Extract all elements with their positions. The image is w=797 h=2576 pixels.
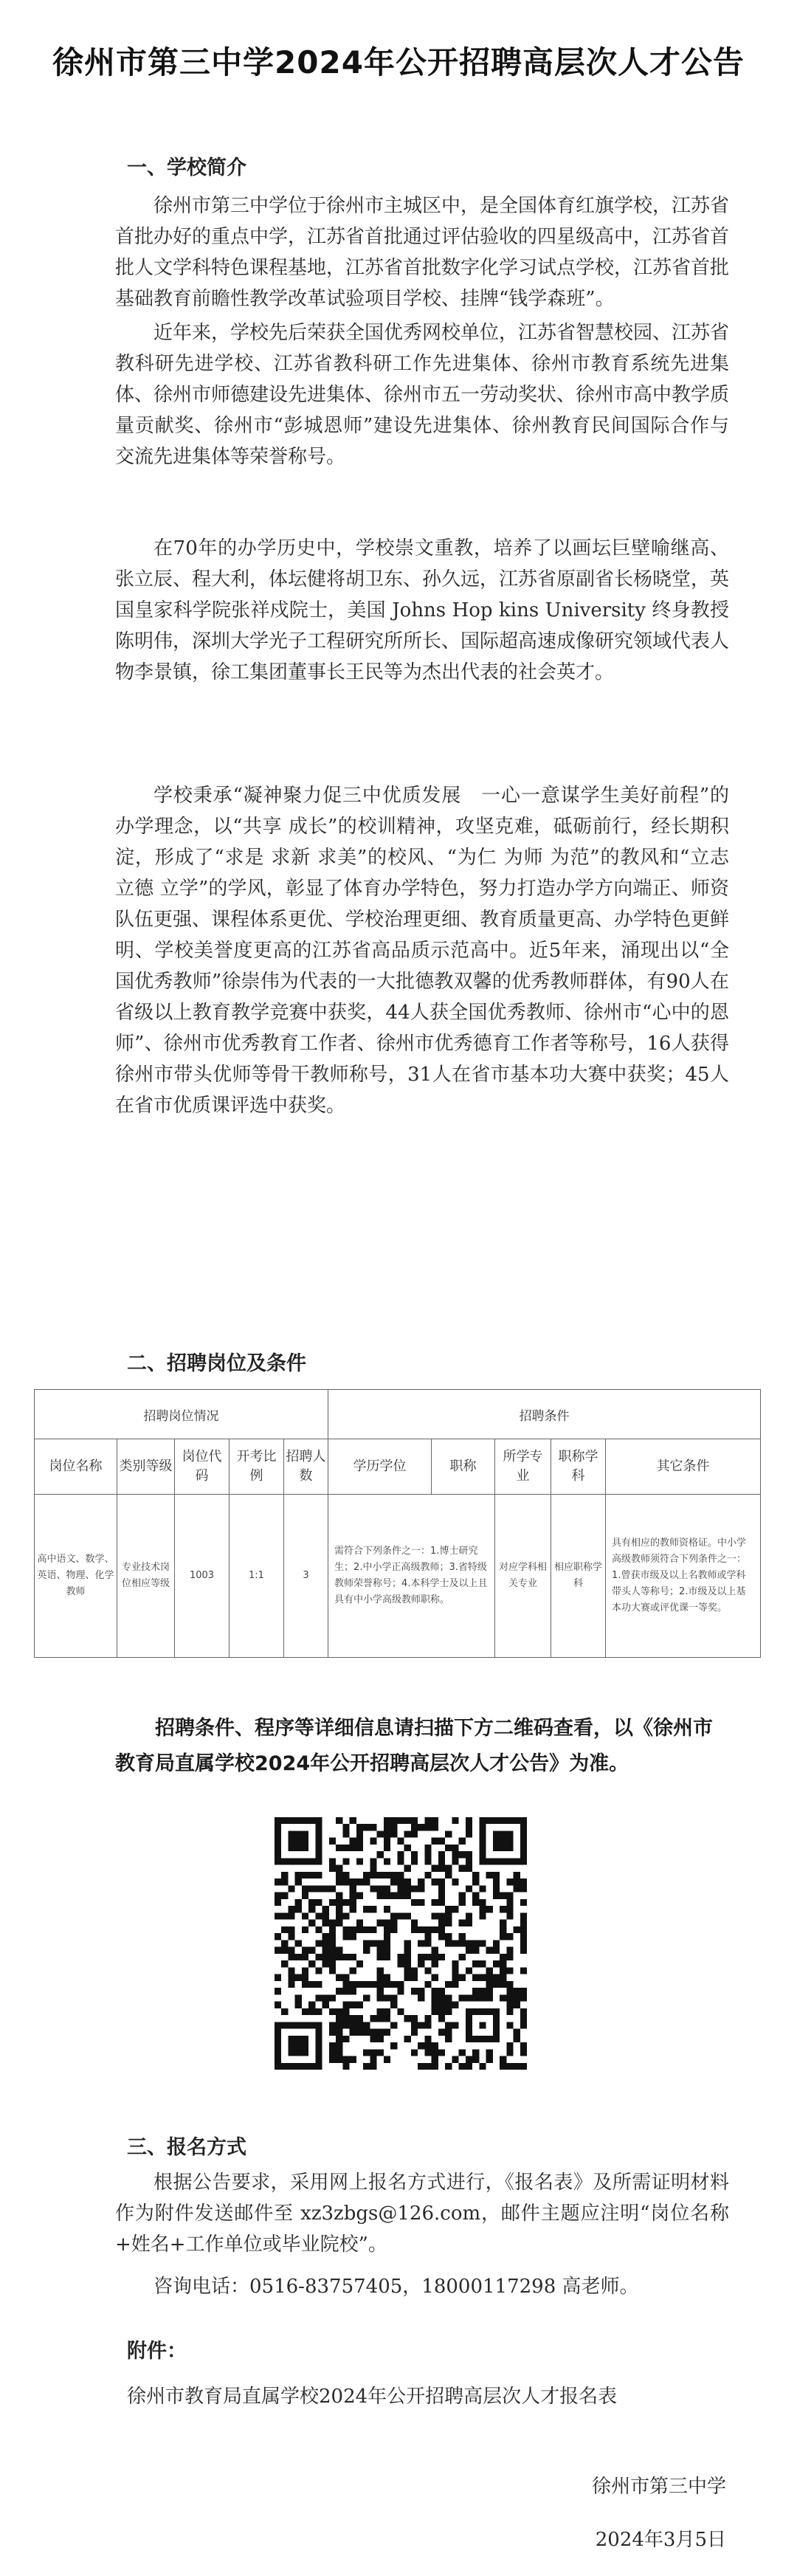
school-intro-paragraph-1: 徐州市第三中学位于徐州市主城区中，是全国体育红旗学校，江苏省首批办好的重点中学，江苏省首批通过评估验收的四星级高中，江苏省首批人文学科特色课程基地，江苏省首批数字化学习试点学校，江苏省首批基础教育前瞻性教学改革试验项目学校、挂牌“钱学森班”。 xyxy=(115,195,730,310)
section2-heading: 二、招聘岗位及条件 xyxy=(127,1352,306,1375)
column-header-title-subject: 职称学科 xyxy=(551,1439,606,1495)
table-group-conditions: 招聘条件 xyxy=(328,1390,761,1439)
column-header-category: 类别等级 xyxy=(117,1439,175,1495)
attachment-item[interactable]: 徐州市教育局直属学校2024年公开招聘高层次人才报名表 xyxy=(127,2386,618,2408)
column-header-count: 招聘人数 xyxy=(284,1439,328,1495)
column-header-post-name: 岗位名称 xyxy=(35,1439,117,1495)
cell-major: 对应学科相关专业 xyxy=(495,1495,551,1658)
signature-org: 徐州市第三中学 xyxy=(591,2476,726,2498)
cell-code: 1003 xyxy=(175,1495,230,1658)
attachment-label: 附件： xyxy=(127,2340,187,2363)
cell-post-name: 高中语文、数学、英语、物理、化学教师 xyxy=(35,1495,117,1658)
column-header-major: 所学专业 xyxy=(495,1439,551,1495)
school-intro-paragraph-4: 学校秉承“凝神聚力促三中优质发展 一心一意谋学生美好前程”的办学理念，以“共享 成长”的校训精神，攻坚克难，砥砺前行，经长期积淀，形成了“求是 求新 求美”的校风、“为仁 为师 为范”的教风和“立志 立德 立学”的学风，彰显了体育办学特色，努力打造办学方向端正、师资队伍更强、课程体系更优、学校治理更细、教育质量更高、办学特色更鲜明、学校美誉度更高的江苏省高品质示范高中。近5年来，涌现出以“全国优秀教师”徐崇伟为代表的一大批德教双馨的优秀教师群体，有90人在省级以上教育教学竞赛中获奖，44人获全国优秀教师、徐州市“心中的恩师”、徐州市优秀教育工作者、徐州市优秀德育工作者等称号，16人获得徐州市带头优师等骨干教师称号，31人在省市基本功大赛中获奖；45人在省市优质课评选中获奖。 xyxy=(115,785,730,1117)
section3-heading: 三、报名方式 xyxy=(127,2136,246,2159)
contact-phone: 咨询电话：0516-83757405，18000117298 高老师。 xyxy=(153,2276,639,2298)
cell-count: 3 xyxy=(284,1495,328,1658)
column-header-code: 岗位代码 xyxy=(175,1439,230,1495)
signature-date: 2024年3月5日 xyxy=(595,2529,726,2551)
table-row xyxy=(35,1495,761,1658)
column-header-title: 职称 xyxy=(432,1439,495,1495)
registration-paragraph: 根据公告要求，采用网上报名方式进行，《报名表》及所需证明材料作为附件发送邮件至 xz3zbgs@126.com，邮件主题应注明“岗位名称+姓名+工作单位或毕业院校”。 xyxy=(115,2172,729,2256)
school-intro-paragraph-2: 近年来，学校先后荣获全国优秀网校单位，江苏省智慧校园、江苏省教科研先进学校、江苏省教科研工作先进集体、徐州市教育系统先进集体、徐州市师德建设先进集体、徐州市五一劳动奖状、徐州市高中教学质量贡献奖、徐州市“彭城恩师”建设先进集体、徐州教育民间国际合作与交流先进集体等荣誉称号。 xyxy=(115,322,730,468)
cell-degree-title: 需符合下列条件之一：1.博士研究生；2.中小学正高级教师；3.省特级教师荣誉称号；4.本科学士及以上且具有中小学高级教师职称。 xyxy=(328,1495,495,1658)
qr-code-icon[interactable] xyxy=(275,1817,527,2070)
column-header-degree: 学历学位 xyxy=(328,1439,432,1495)
qr-notice: 招聘条件、程序等详细信息请扫描下方二维码查看，以《徐州市教育局直属学校2024年公开招聘高层次人才公告》为准。 xyxy=(115,1717,713,1775)
cell-other: 具有相应的教师资格证。中小学高级教师须符合下列条件之一：1.曾获市级及以上名教师或学科带头人等称号；2.市级及以上基本功大赛或评优课一等奖。 xyxy=(606,1495,761,1658)
page-title: 徐州市第三中学2024年公开招聘高层次人才公告 xyxy=(52,44,745,80)
column-header-other: 其它条件 xyxy=(606,1439,761,1495)
cell-category: 专业技术岗位相应等级 xyxy=(117,1495,175,1658)
table-group-post-info: 招聘岗位情况 xyxy=(35,1390,328,1439)
recruitment-table xyxy=(34,1389,761,1658)
column-header-ratio: 开考比例 xyxy=(230,1439,284,1495)
cell-title-subject: 相应职称学科 xyxy=(551,1495,606,1658)
section1-heading: 一、学校简介 xyxy=(127,156,246,179)
school-intro-paragraph-3: 在70年的办学历史中，学校崇文重教，培养了以画坛巨壁喻继高、张立辰、程大利，体坛健将胡卫东、孙久远，江苏省原副省长杨晓堂，英国皇家科学院张祥戍院士，美国 Johns Hop kins University 终身教授陈明伟，深圳大学光子工程研究所所长、国际超高速成像研究领域代表人物李景镇，徐工集团董事长王民等为杰出代表的社会英才。 xyxy=(115,537,730,683)
cell-ratio: 1:1 xyxy=(230,1495,284,1658)
